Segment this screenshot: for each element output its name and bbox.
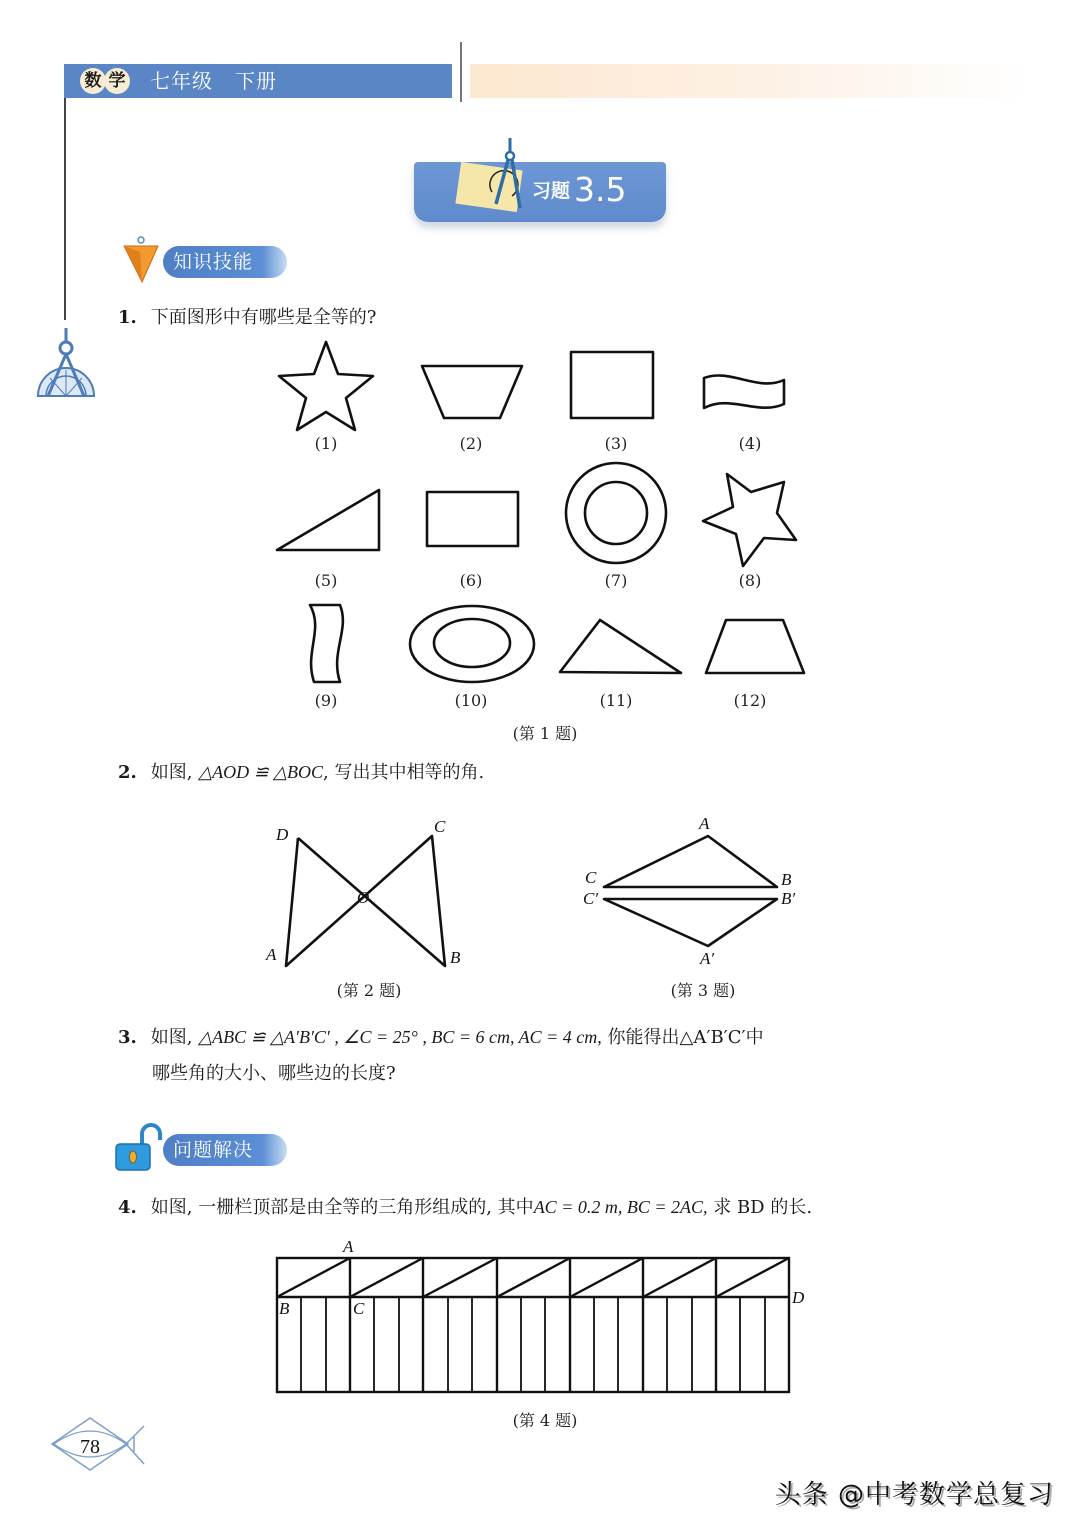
point-label: A′ (700, 949, 715, 968)
figure-label: (7) (604, 571, 628, 590)
question-text: 求 BD 的长. (713, 1197, 813, 1218)
exercise-label: 习题 (532, 180, 571, 202)
question-math: △AOD ≌ △BOC (198, 762, 324, 782)
figure-label: (5) (314, 571, 338, 590)
question-3-line-2: 哪些角的大小、哪些边的长度? (152, 1063, 396, 1084)
section-tag-knowledge-skills: 知识技能 (163, 246, 287, 278)
question-text: 下面图形中有哪些是全等的? (150, 307, 377, 328)
figure-label: (6) (459, 571, 483, 590)
point-label: C (585, 868, 597, 887)
subject-badge-char: 数 (80, 68, 106, 94)
question-text: , 写出其中相等的角. (323, 762, 485, 783)
point-label: C (353, 1299, 365, 1318)
question-text: 你能得出△A′B′C′中 (607, 1027, 764, 1048)
question-number: 4. (118, 1197, 137, 1218)
figure-caption-q2: (第 2 题) (336, 981, 402, 1000)
subject-badge-char: 学 (104, 68, 130, 94)
point-label: A (699, 814, 710, 833)
watermark: 头条 @中考数学总复习 (774, 1480, 1054, 1510)
point-label: A (343, 1237, 354, 1256)
grade-volume-title: 七年级 下册 (150, 69, 278, 93)
point-label: D (276, 825, 289, 844)
question-text: 如图, (150, 762, 193, 783)
figure-caption-q3: (第 3 题) (670, 981, 736, 1000)
question-text: 如图, (150, 1027, 193, 1048)
page-number: 78 (80, 1436, 100, 1458)
point-label: C (434, 817, 446, 836)
figure-label: (11) (599, 691, 633, 710)
figure-label: (10) (454, 691, 488, 710)
question-number: 2. (118, 762, 137, 783)
point-label: C′ (583, 889, 599, 908)
point-label: A (266, 945, 277, 964)
point-label: B (781, 870, 792, 889)
figure-label: (9) (314, 691, 338, 710)
figure-label: (8) (738, 571, 762, 590)
point-label: B (279, 1299, 290, 1318)
figure-caption-q1: (第 1 题) (512, 724, 578, 743)
question-number: 1. (118, 307, 137, 328)
figure-label: (1) (314, 434, 338, 453)
point-label: O (357, 888, 370, 907)
figure-label: (4) (738, 434, 762, 453)
figure-caption-q4: (第 4 题) (512, 1411, 578, 1430)
exercise-number: 3.5 (574, 170, 627, 209)
figure-label: (12) (733, 691, 767, 710)
figure-label: (2) (459, 434, 483, 453)
point-label: B (450, 948, 461, 967)
question-text: 如图, 一栅栏顶部是由全等的三角形组成的, 其中 (150, 1197, 534, 1218)
figure-label: (3) (604, 434, 628, 453)
question-number: 3. (118, 1027, 137, 1048)
question-math: △ABC ≌ △A′B′C′ , ∠C = 25° , BC = 6 cm, AC = 4 cm, (198, 1027, 602, 1047)
point-label: D (792, 1288, 805, 1307)
question-math: AC = 0.2 m, BC = 2AC, (533, 1197, 708, 1217)
point-label: B′ (781, 889, 796, 908)
section-tag-problem-solving: 问题解决 (163, 1134, 287, 1166)
